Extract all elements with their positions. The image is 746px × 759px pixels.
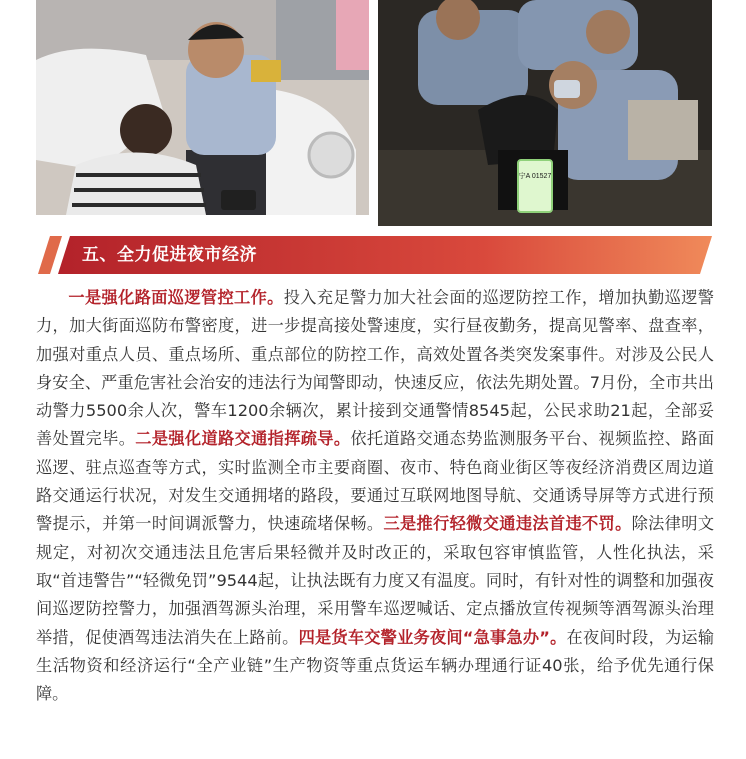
point-1-text: 投入充足警力加大社会面的巡逻防控工作，增加执勤巡逻警力，加大街面巡防布警密度，进一步提高接处警速度，实行昼夜勤务，提高见警率、盘查率，加强对重点人员、重点场所、重点部位的防控工作，高效处置各类突发案事件。对涉及公民人身安全、严重危害社会治安的违法行为闻警即动，快速反应，依法先期处置。7月份，全市共出动警力5500余人次，警车1200余辆次，累计接到交通警情8545起，公民求助21起，全部妥善处置完毕。 <box>36 288 714 449</box>
point-4-text: 在夜间时段，为运输生活物资和经济运行“全产业链”生产物资等重点货运车辆办理通行证40张，给予优先通行保障。 <box>36 627 715 704</box>
point-2-heading: 二是强化道路交通指挥疏导。 <box>135 429 351 449</box>
point-3-text: 除法律明文规定，对初次交通违法且危害后果轻微并及时改正的，采取包容审慎监管，人性化执法，采取“首违警告”“轻微免罚”9544起，让执法既有力度又有温度。同时，有针对性的调整和加强夜间巡逻防控警力，加强酒驾源头治理，采用警车巡逻喊话、定点播放宣传视频等酒驾源头治理举措，促使酒驾违法消失在上路前。 <box>36 514 715 647</box>
header-accent-stripe <box>38 236 62 274</box>
license-plate-text: 宁A 01527 <box>518 173 552 180</box>
section-title: 五、全力促进夜市经济 <box>82 245 257 265</box>
section-header <box>36 236 712 274</box>
point-3-heading: 三是推行轻微交通违法首违不罚。 <box>383 514 632 534</box>
point-4-heading: 四是货车交警业务夜间“急事急办”。 <box>298 627 567 647</box>
police-officer-inspecting-scooter-photo <box>36 0 369 215</box>
point-2-text: 依托道路交通态势监测服务平台、视频监控、路面巡逻、驻点巡查等方式，实时监测全市主要商圈、夜市、特色商业街区等夜经济消费区周边道路交通运行状况，对发生交通拥堵的路段，要通过互联网地图导航、交通诱导屏等方式进行预警提示，并第一时间调派警力，快速疏堵保畅。 <box>36 429 715 534</box>
point-1-heading: 一是强化路面巡逻管控工作。 <box>68 288 284 307</box>
article-body <box>36 284 714 708</box>
night-police-checking-license-plate-photo <box>378 0 712 226</box>
